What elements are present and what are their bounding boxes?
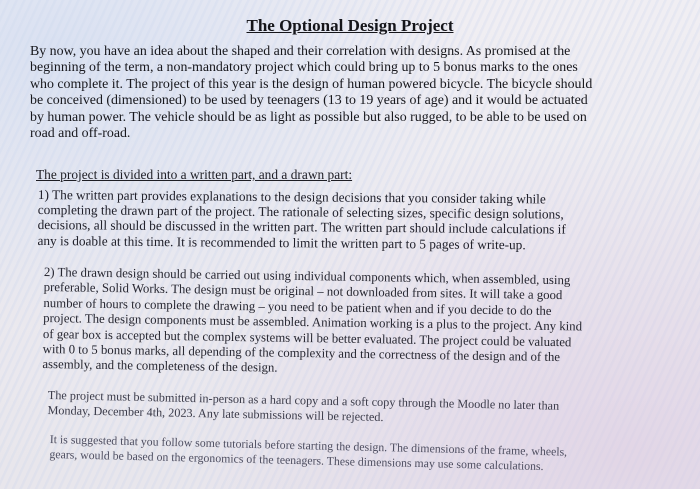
drawn-part-paragraph: 2) The drawn design should be carried out using individual components which, when assembled, using preferable, Solid Works. The design must be original – not downloaded from sites. It will take a good number of hours to complete the drawing – you need to be patient when and if you decide to do the project. The design components must be assembled. Animation working is a plus to the project. Any kind of gear box is accepted but the complex systems will be better evaluated. The project could be valuated with 0 to 5 bonus marks, all depending of the complexity and the correctness of the design and of the assembly, and the completeness of the design. [42, 265, 583, 376]
submission-paragraph: The project must be submitted in-person as a hard copy and a soft copy through the Moodle no later than Monday, December 4th, 2023. Any late submissions will be rejected. [47, 388, 560, 424]
written-part-paragraph: 1) The written part provides explanations to the design decisions that you consider taking while completing the drawn part of the project. The rationale of selecting sizes, specific design solutions, decisions, all should be discussed in the written part. The written part should include calculations if any is doable at this time. It is recommended to limit the written part to 5 pages of write-up. [37, 187, 566, 252]
suggestion-paragraph: It is suggested that you follow some tutorials before starting the design. The dimensions of the frame, wheels, gears, would be based on the ergonomics of the teenagers. These dimensions may use some calculations. [49, 432, 568, 473]
division-heading: The project is divided into a written part, and a drawn part: [36, 167, 353, 182]
intro-paragraph: By now, you have an idea about the shaped and their correlation with designs. As promised at the beginning of the term, a non-mandatory project which could bring up to 5 bonus marks to the ones who complete it. The project of this year is the design of human powered bicycle. The bicycle should be conceived (dimensioned) to be used by teenagers (13 to 19 years of age) and it would be actuated by human power. The vehicle should be as light as possible but also rugged, to be able to be used on road and off-road. [30, 44, 593, 142]
document-title: The Optional Design Project [246, 16, 454, 35]
